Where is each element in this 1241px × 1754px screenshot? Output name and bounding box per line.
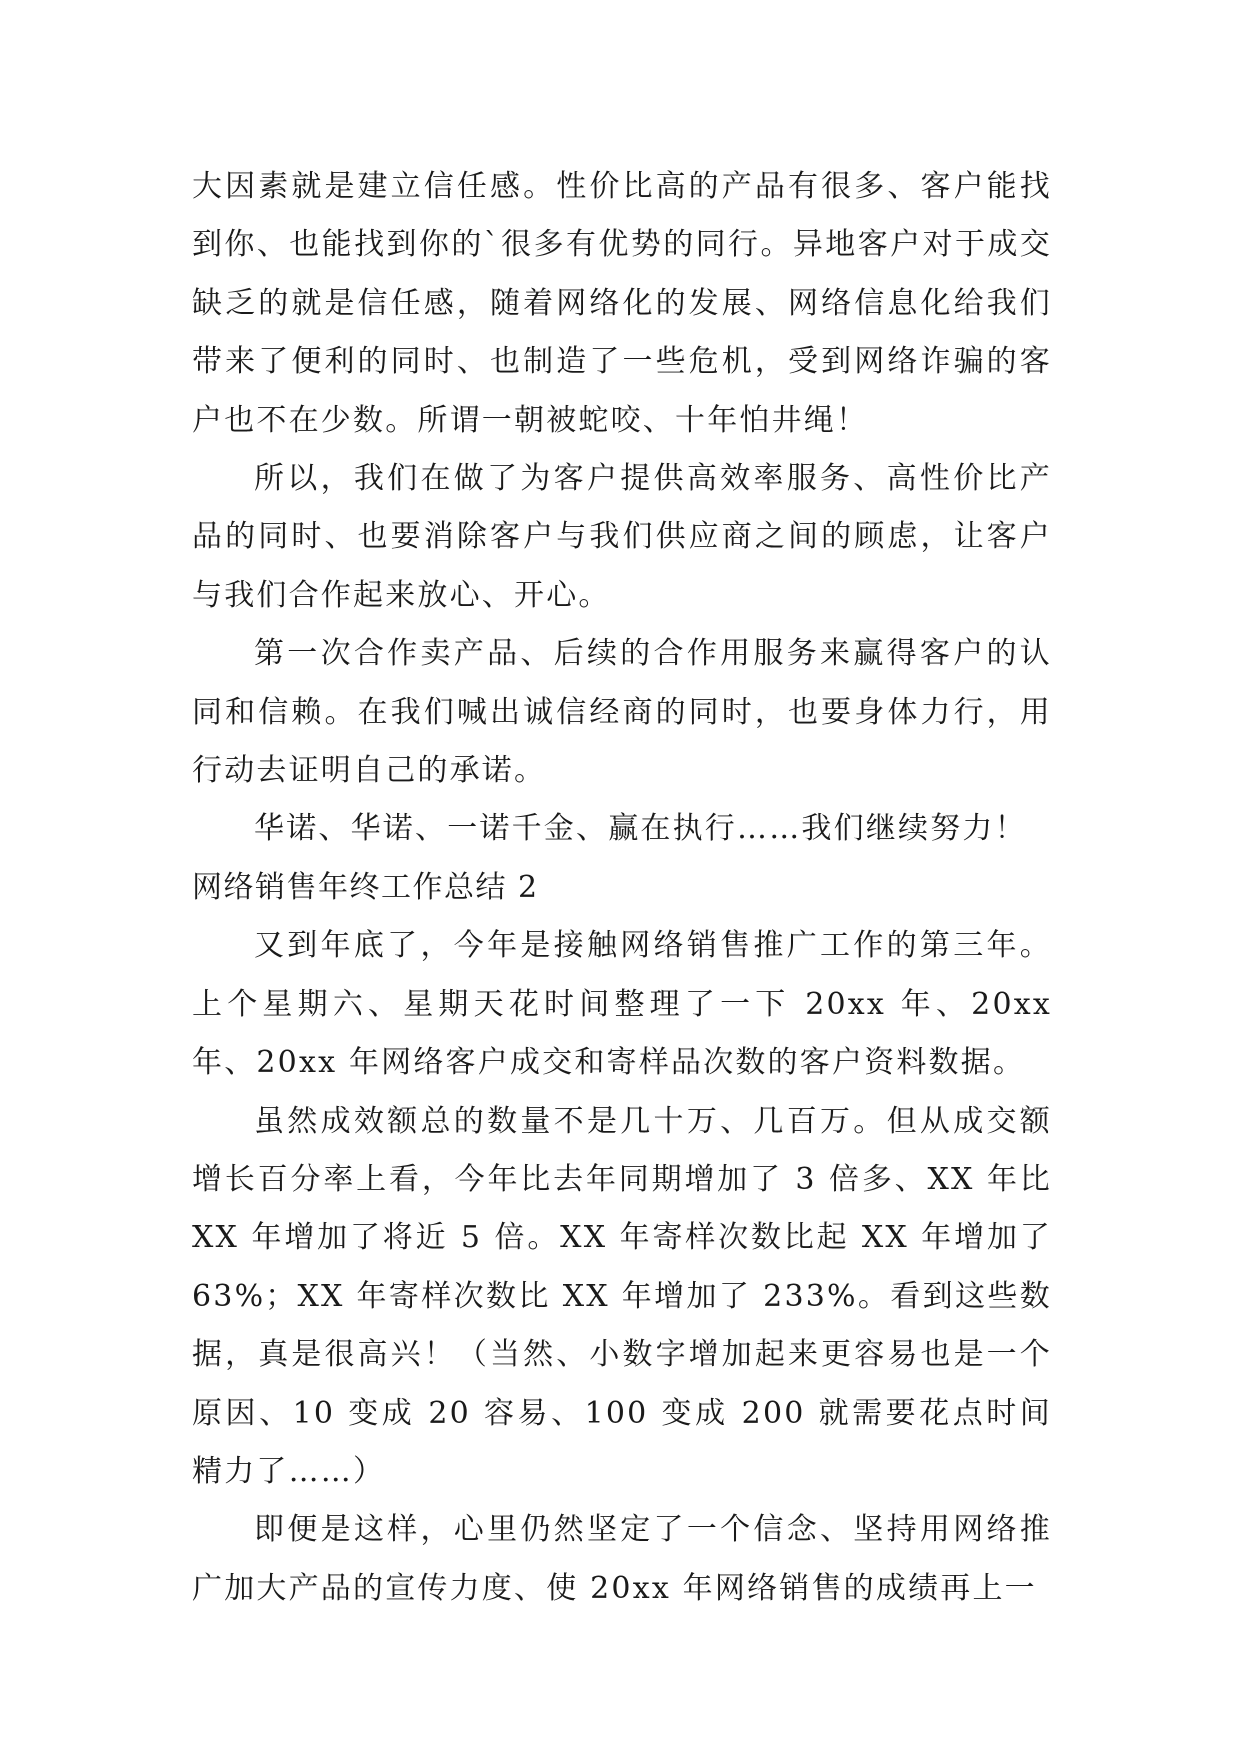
paragraph-trust-factor: 大因素就是建立信任感。性价比高的产品有很多、客户能找到你、也能找到你的`很多有优势的同行。异地客户对于成交缺乏的就是信任感，随着网络化的发展、网络信息化给我们带来了便利的同时、也制造了一些危机，受到网络诈骗的客户也不在少数。所谓一朝被蛇咬、十年怕井绳！: [192, 169, 1052, 438]
paragraph-slogan: 华诺、华诺、一诺千金、赢在执行……我们继续努力！: [254, 811, 1027, 847]
document-body: [192, 158, 1052, 1618]
paragraph-growth-stats: 虽然成效额总的数量不是几十万、几百万。但从成交额增长百分率上看，今年比去年同期增加了 3 倍多、XX 年比 XX 年增加了将近 5 倍。XX 年寄样次数比起 XX 年增加了 63%；XX 年寄样次数比 XX 年增加了 233%。看到这些数据，真是很高兴！（当然、小数字增加起来更容易也是一个原因、10 变成 20 容易、100 变成 200 就需要花点时间精力了……）: [192, 1103, 1052, 1489]
paragraph-year-end: 又到年底了，今年是接触网络销售推广工作的第三年。上个星期六、星期天花时间整理了一下 20xx 年、20xx 年、20xx 年网络客户成交和寄样品次数的客户资料数据。: [192, 928, 1052, 1081]
paragraph-first-cooperation: 第一次合作卖产品、后续的合作用服务来赢得客户的认同和信赖。在我们喊出诚信经商的同时，也要身体力行，用行动去证明自己的承诺。: [192, 636, 1052, 789]
paragraph-remove-concerns: 所以，我们在做了为客户提供高效率服务、高性价比产品的同时、也要消除客户与我们供应商之间的顾虑，让客户与我们合作起来放心、开心。: [192, 461, 1052, 613]
section-title: 网络销售年终工作总结 2: [192, 869, 539, 905]
paragraph-belief: 即便是这样，心里仍然坚定了一个信念、坚持用网络推广加大产品的宣传力度、使 20xx 年网络销售的成绩再上一: [192, 1512, 1052, 1606]
